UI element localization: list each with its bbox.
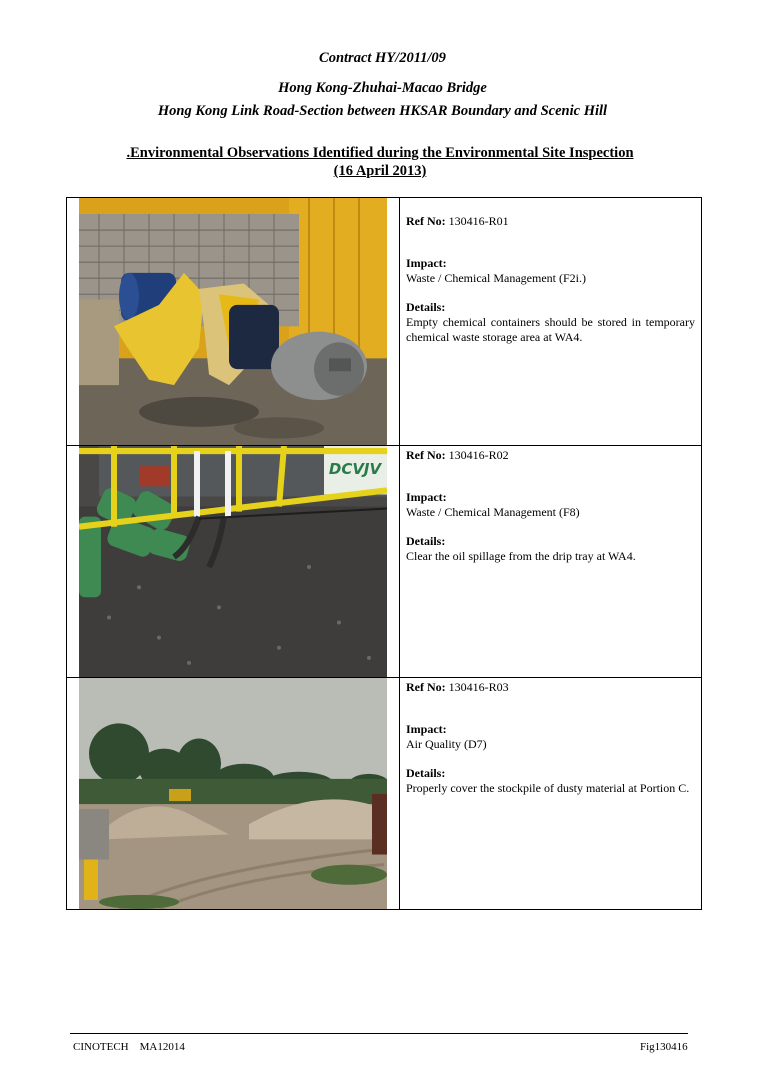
details-text: Properly cover the stockpile of dusty material at Portion C. xyxy=(406,781,690,795)
details-label: Details: xyxy=(406,534,446,548)
details-text: Clear the oil spillage from the drip tray at WA4. xyxy=(406,549,636,563)
contract-title: Contract HY/2011/09 xyxy=(319,50,446,66)
report-title: .Environmental Observations Identified during the Environmental Site Inspection xyxy=(126,145,634,161)
observations-table xyxy=(66,197,702,910)
observation-details xyxy=(400,678,702,910)
observation-details xyxy=(400,198,702,446)
impact-text: Waste / Chemical Management (F8) xyxy=(406,505,580,519)
footer-company-ref: CINOTECH MA12014 xyxy=(73,1041,185,1053)
ref-label: Ref No: xyxy=(406,680,446,694)
site-photo-stockpile xyxy=(79,678,387,909)
ref-number: 130416-R02 xyxy=(448,448,509,462)
project-title: Hong Kong-Zhuhai-Macao Bridge xyxy=(278,80,487,96)
section-title: Hong Kong Link Road-Section between HKSAR Boundary and Scenic Hill xyxy=(157,103,608,119)
footer-divider xyxy=(70,1033,688,1034)
ref-label: Ref No: xyxy=(406,214,446,228)
details-label: Details: xyxy=(406,300,446,314)
photo-cell xyxy=(67,446,400,678)
ref-number: 130416-R03 xyxy=(448,680,509,694)
ref-label: Ref No: xyxy=(406,448,446,462)
photo-cell xyxy=(67,198,400,446)
report-date: (16 April 2013) xyxy=(333,163,427,179)
impact-label: Impact: xyxy=(406,490,447,504)
observation-row xyxy=(67,446,702,678)
impact-label: Impact: xyxy=(406,722,447,736)
footer-figure-ref: Fig130416 xyxy=(640,1041,688,1053)
observation-row xyxy=(67,678,702,910)
observation-details xyxy=(400,446,702,678)
photo-cell xyxy=(67,678,400,910)
observation-row xyxy=(67,198,702,446)
details-text: Empty chemical containers should be stored in temporary chemical waste storage area at WA4. xyxy=(406,315,695,344)
ref-number: 130416-R01 xyxy=(448,214,509,228)
impact-text: Air Quality (D7) xyxy=(406,737,487,751)
impact-text: Waste / Chemical Management (F2i.) xyxy=(406,271,586,285)
site-photo-drip-tray xyxy=(79,446,387,677)
impact-label: Impact: xyxy=(406,256,447,270)
details-label: Details: xyxy=(406,766,446,780)
site-photo-chemical-containers xyxy=(79,198,387,445)
dcvjv-sign-text: DCVJV xyxy=(328,460,382,479)
